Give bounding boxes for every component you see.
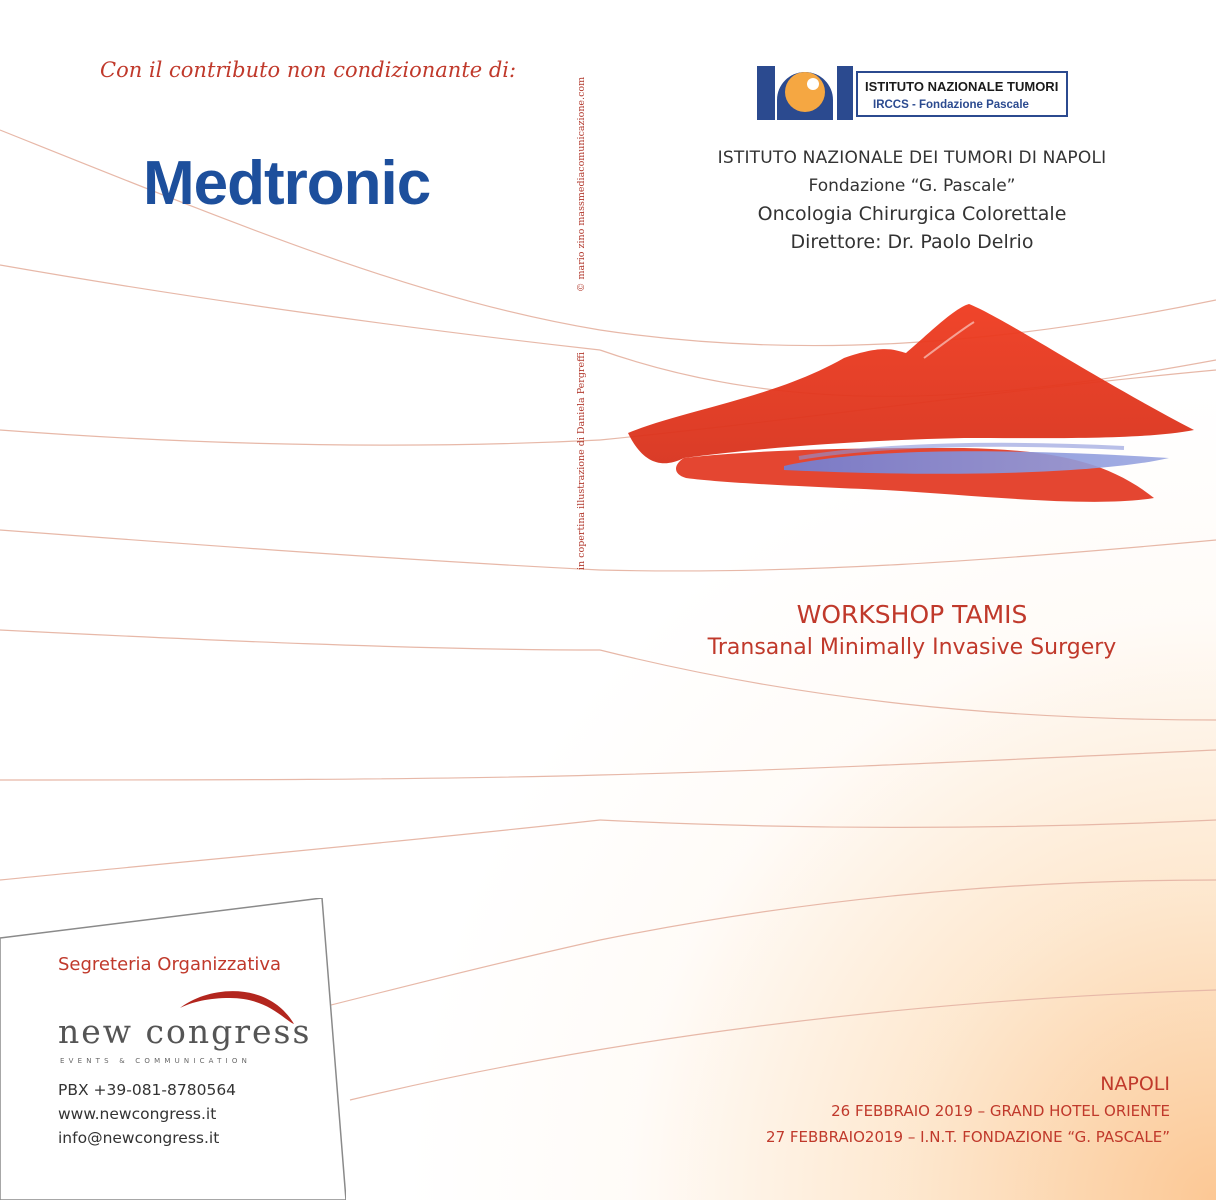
credit-illustration: in copertina illustrazione di Daniela Pergreffi — [576, 352, 587, 570]
credit-photo: © mario zino massmediacomunicazione.com — [576, 76, 587, 292]
logo-line2: IRCCS - Fondazione Pascale — [873, 99, 1029, 111]
venue-block — [766, 1070, 1170, 1150]
sponsor-line: Con il contributo non condizionante di: — [100, 58, 517, 82]
cover-illustration — [624, 298, 1204, 518]
medtronic-logo: Medtronic — [143, 149, 431, 218]
institute-department: Oncologia Chirurgica Colorettale — [757, 203, 1067, 225]
venue-city: NAPOLI — [1100, 1073, 1170, 1095]
logo-line1: ISTITUTO NAZIONALE TUMORI — [865, 79, 1059, 94]
venue-day1: 26 FEBBRAIO 2019 – GRAND HOTEL ORIENTE — [831, 1102, 1170, 1120]
institute-block — [620, 144, 1204, 256]
organizer-contacts — [58, 1078, 236, 1150]
institute-foundation: Fondazione “G. Pascale” — [808, 176, 1016, 196]
organizer-brand: new congress — [58, 1012, 312, 1051]
organizer-phone: PBX +39-081-8780564 — [58, 1081, 237, 1099]
int-logo — [757, 60, 1069, 126]
organizer-label: Segreteria Organizzativa — [58, 954, 282, 975]
organizer-card — [0, 898, 346, 1200]
institute-director: Direttore: Dr. Paolo Delrio — [790, 231, 1034, 253]
organizer-web[interactable]: www.newcongress.it — [58, 1105, 217, 1123]
venue-day2: 27 FEBBRAIO2019 – I.N.T. FONDAZIONE “G. PASCALE” — [766, 1128, 1170, 1146]
institute-name: ISTITUTO NAZIONALE DEI TUMORI DI NAPOLI — [717, 148, 1107, 168]
organizer-email[interactable]: info@newcongress.it — [58, 1129, 220, 1147]
organizer-tagline: EVENTS & COMMUNICATION — [60, 1057, 252, 1065]
workshop-subtitle: Transanal Minimally Invasive Surgery — [707, 635, 1117, 660]
workshop-title: WORKSHOP TAMIS — [796, 600, 1028, 629]
workshop-block — [620, 598, 1204, 664]
